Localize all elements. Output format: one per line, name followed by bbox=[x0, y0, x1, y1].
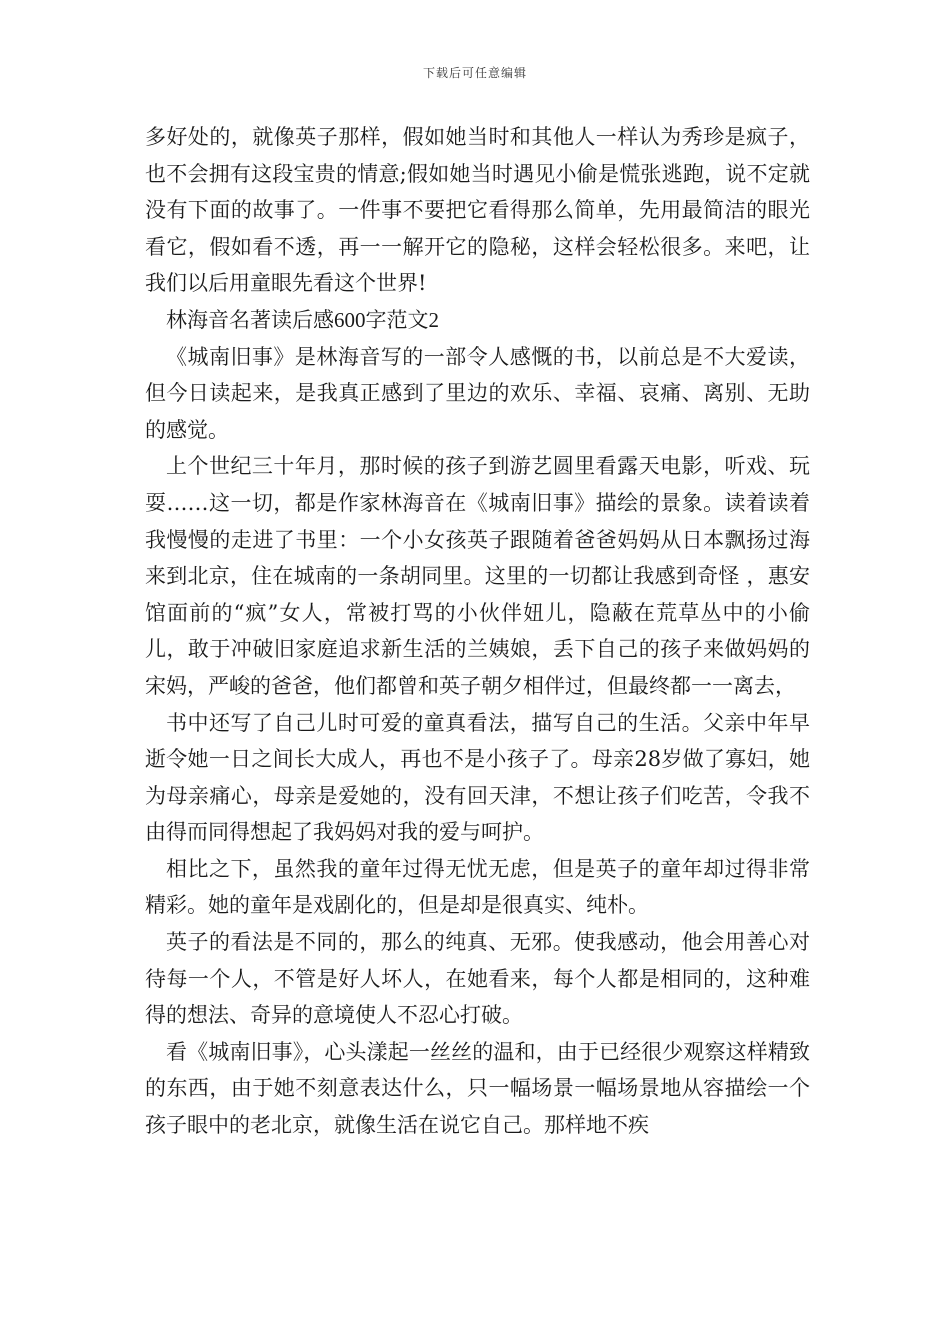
paragraph-6: 英子的看法是不同的，那么的纯真、无邪。使我感动，他会用善心对待每一个人，不管是好人坏人，在她看来，每个人都是相同的，这种难得的想法、奇异的意境使人不忍心打破。 bbox=[145, 930, 810, 1028]
paragraph-7: 看《城南旧事》，心头漾起一丝丝的温和，由于已经很少观察这样精致的东西，由于她不刻意表达什么，只一幅场景一幅场景地从容描绘一个孩子眼中的老北京，就像生活在说它自己。那样地不疾 bbox=[145, 1039, 810, 1138]
section-title: 林海音名著读后感600字范文2 bbox=[166, 307, 439, 332]
paragraph-5: 相比之下，虽然我的童年过得无忧无虑，但是英子的童年却过得非常精彩。她的童年是戏剧化的，但是却是很真实、纯朴。 bbox=[145, 856, 810, 918]
paragraph-3: 上个世纪三十年月，那时候的孩子到游艺圆里看露天电影，听戏、玩耍……这一切，都是作家林海音在《城南旧事》描绘的景象。读着读着我慢慢的走进了书里：一个小女孩英子跟随着爸爸妈妈从日本飘扬过海来到北京，住在城南的一条胡同里。这里的一切都让我感到奇怪 ，惠安馆面前的“疯”女人，常被打骂的小伙伴妞儿，隐蔽在荒草丛中的小偷儿，敢于冲破旧家庭追求新生活的兰姨娘，丢下自己的孩子来做妈妈的宋妈，严峻的爸爸，他们都曾和英子朝夕相伴过，但最终都一一离去， bbox=[145, 454, 810, 698]
paragraph-1: 多好处的，就像英子那样，假如她当时和其他人一样认为秀珍是疯子，也不会拥有这段宝贵的情意;假如她当时遇见小偷是慌张逃跑，说不定就没有下面的故事了。一件事不要把它看得那么简单，先用最简洁的眼光看它，假如看不透，再一一解开它的隐秘，这样会轻松很多。来吧，让我们以后用童眼先看这个世界! bbox=[145, 125, 810, 296]
paragraph-2: 《城南旧事》是林海音写的一部令人感慨的书，以前总是不大爱读，但今日读起来，是我真正感到了里边的欢乐、幸福、哀痛、离别、无助的感觉。 bbox=[145, 344, 810, 442]
document-body bbox=[145, 119, 810, 1144]
paragraph-4: 书中还写了自己儿时可爱的童真看法，描写自己的生活。父亲中年早逝令她一日之间长大成人，再也不是小孩子了。母亲28岁做了寡妇，她为母亲痛心，母亲是爱她的，没有回天津，不想让孩子们吃苦，令我不由得而同得想起了我妈妈对我的爱与呵护。 bbox=[145, 710, 810, 845]
page-header: 下载后可任意编辑 bbox=[422, 66, 527, 80]
